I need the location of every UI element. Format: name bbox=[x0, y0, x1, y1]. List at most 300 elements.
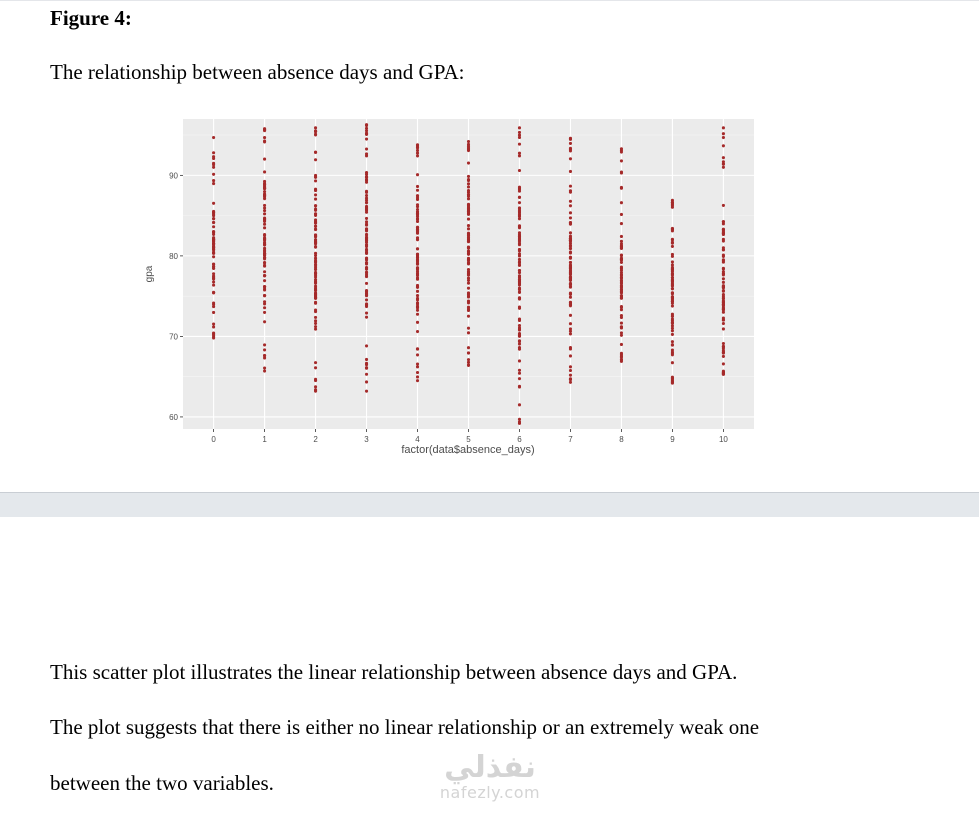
data-point bbox=[314, 126, 317, 129]
data-point bbox=[212, 255, 215, 258]
data-point bbox=[620, 222, 623, 225]
data-point bbox=[263, 170, 266, 173]
data-point bbox=[263, 254, 266, 257]
data-point bbox=[212, 303, 215, 306]
data-point bbox=[518, 274, 521, 277]
data-point bbox=[518, 217, 521, 220]
data-point bbox=[467, 145, 470, 148]
data-point bbox=[467, 259, 470, 262]
data-point bbox=[671, 304, 674, 307]
data-point bbox=[416, 371, 419, 374]
data-point bbox=[620, 170, 623, 173]
data-point bbox=[416, 306, 419, 309]
data-point bbox=[569, 377, 572, 380]
data-point bbox=[212, 233, 215, 236]
data-point bbox=[314, 259, 317, 262]
data-point bbox=[569, 322, 572, 325]
data-point bbox=[467, 162, 470, 165]
data-point bbox=[365, 124, 368, 127]
data-point bbox=[212, 311, 215, 314]
data-point bbox=[722, 144, 725, 147]
data-point bbox=[416, 363, 419, 366]
data-point bbox=[518, 126, 521, 129]
data-point bbox=[365, 258, 368, 261]
data-point bbox=[569, 137, 572, 140]
data-point bbox=[365, 207, 368, 210]
data-point bbox=[212, 217, 215, 220]
data-point bbox=[212, 280, 215, 283]
data-point bbox=[263, 238, 266, 241]
data-point bbox=[620, 253, 623, 256]
data-point bbox=[467, 140, 470, 143]
data-point bbox=[569, 314, 572, 317]
data-point bbox=[518, 201, 521, 204]
data-point bbox=[671, 274, 674, 277]
data-point bbox=[263, 186, 266, 189]
data-point bbox=[518, 238, 521, 241]
data-point bbox=[518, 346, 521, 349]
x-axis-label: factor(data$absence_days) bbox=[401, 444, 535, 456]
data-point bbox=[314, 225, 317, 228]
data-point bbox=[314, 242, 317, 245]
data-point bbox=[518, 298, 521, 301]
data-point bbox=[518, 333, 521, 336]
data-point bbox=[314, 388, 317, 391]
data-point bbox=[518, 152, 521, 155]
data-point bbox=[314, 204, 317, 207]
data-point bbox=[518, 418, 521, 421]
x-tick-label: 8 bbox=[619, 435, 624, 444]
data-point bbox=[212, 249, 215, 252]
data-point bbox=[365, 252, 368, 255]
data-point bbox=[722, 342, 725, 345]
data-point bbox=[620, 358, 623, 361]
data-point bbox=[467, 218, 470, 221]
data-point bbox=[467, 352, 470, 355]
data-point bbox=[212, 163, 215, 166]
data-point bbox=[416, 375, 419, 378]
data-point bbox=[416, 247, 419, 250]
data-point bbox=[518, 131, 521, 134]
data-point bbox=[365, 390, 368, 393]
data-point bbox=[569, 204, 572, 207]
data-point bbox=[569, 216, 572, 219]
data-point bbox=[263, 217, 266, 220]
figure-heading: Figure 4: bbox=[50, 6, 132, 30]
data-point bbox=[518, 269, 521, 272]
data-point bbox=[671, 340, 674, 343]
data-point bbox=[722, 248, 725, 251]
data-point bbox=[518, 224, 521, 227]
data-point bbox=[569, 354, 572, 357]
data-point bbox=[365, 316, 368, 319]
data-point bbox=[212, 157, 215, 160]
data-point bbox=[314, 328, 317, 331]
data-point bbox=[620, 290, 623, 293]
data-point bbox=[365, 234, 368, 237]
data-point bbox=[212, 211, 215, 214]
page-break-gap bbox=[0, 492, 979, 518]
y-tick-label: 60 bbox=[169, 412, 178, 422]
data-point bbox=[365, 229, 368, 232]
data-point bbox=[722, 362, 725, 365]
data-point bbox=[263, 140, 266, 143]
data-point bbox=[620, 246, 623, 249]
data-point bbox=[314, 322, 317, 325]
data-point bbox=[212, 179, 215, 182]
data-point bbox=[518, 169, 521, 172]
data-point bbox=[671, 380, 674, 383]
data-point bbox=[722, 322, 725, 325]
data-point bbox=[263, 348, 266, 351]
data-point bbox=[365, 223, 368, 226]
data-point bbox=[467, 240, 470, 243]
data-point bbox=[365, 344, 368, 347]
data-point bbox=[314, 310, 317, 313]
data-point bbox=[314, 129, 317, 132]
data-point bbox=[416, 330, 419, 333]
data-point bbox=[467, 295, 470, 298]
data-point bbox=[467, 268, 470, 271]
data-point bbox=[620, 352, 623, 355]
data-point bbox=[620, 308, 623, 311]
data-point bbox=[212, 272, 215, 275]
data-point bbox=[314, 198, 317, 201]
data-point bbox=[518, 231, 521, 234]
data-point bbox=[365, 358, 368, 361]
data-point bbox=[365, 239, 368, 242]
data-point bbox=[518, 134, 521, 137]
paragraph-line-1: This scatter plot illustrates the linear relationship between absence days and GPA. bbox=[50, 660, 738, 684]
data-point bbox=[467, 293, 470, 296]
data-point bbox=[365, 245, 368, 248]
data-point bbox=[569, 374, 572, 377]
data-point bbox=[365, 261, 368, 264]
data-point bbox=[620, 235, 623, 238]
data-point bbox=[314, 218, 317, 221]
data-point bbox=[671, 287, 674, 290]
data-point bbox=[314, 316, 317, 319]
x-tick-label: 7 bbox=[568, 435, 573, 444]
data-point bbox=[314, 208, 317, 211]
data-point bbox=[416, 226, 419, 229]
data-point bbox=[620, 261, 623, 264]
data-point bbox=[263, 233, 266, 236]
data-point bbox=[263, 204, 266, 207]
data-point bbox=[212, 151, 215, 154]
data-point bbox=[569, 231, 572, 234]
data-point bbox=[518, 283, 521, 286]
paragraph-line-3: between the two variables. bbox=[50, 771, 274, 795]
data-point bbox=[212, 221, 215, 224]
y-tick-label: 70 bbox=[169, 332, 178, 342]
data-point bbox=[263, 294, 266, 297]
data-point bbox=[671, 242, 674, 245]
data-point bbox=[314, 245, 317, 248]
data-point bbox=[416, 154, 419, 157]
data-point bbox=[416, 185, 419, 188]
data-point bbox=[671, 317, 674, 320]
data-point bbox=[416, 313, 419, 316]
data-point bbox=[569, 286, 572, 289]
data-point bbox=[263, 223, 266, 226]
data-point bbox=[263, 369, 266, 372]
data-point bbox=[722, 345, 725, 348]
data-point bbox=[212, 322, 215, 325]
data-point bbox=[212, 284, 215, 287]
data-point bbox=[569, 272, 572, 275]
data-point bbox=[314, 294, 317, 297]
data-point bbox=[314, 271, 317, 274]
data-point bbox=[518, 369, 521, 372]
data-point bbox=[212, 277, 215, 280]
data-point bbox=[569, 264, 572, 267]
data-point bbox=[416, 220, 419, 223]
data-point bbox=[722, 293, 725, 296]
data-point bbox=[314, 268, 317, 271]
data-point bbox=[518, 254, 521, 257]
data-point bbox=[416, 173, 419, 176]
data-point bbox=[365, 268, 368, 271]
data-point bbox=[365, 373, 368, 376]
data-point bbox=[365, 312, 368, 315]
data-point bbox=[620, 242, 623, 245]
figure-caption: The relationship between absence days and GPA: bbox=[50, 60, 465, 84]
data-point bbox=[314, 193, 317, 196]
data-point bbox=[722, 267, 725, 270]
data-point bbox=[569, 365, 572, 368]
data-point bbox=[212, 182, 215, 185]
data-point bbox=[671, 260, 674, 263]
data-point bbox=[263, 264, 266, 267]
data-point bbox=[722, 222, 725, 225]
data-point bbox=[212, 136, 215, 139]
data-point bbox=[263, 274, 266, 277]
data-point bbox=[416, 290, 419, 293]
data-point bbox=[467, 227, 470, 230]
data-point bbox=[263, 212, 266, 215]
data-point bbox=[518, 249, 521, 252]
data-point bbox=[263, 183, 266, 186]
data-point bbox=[314, 378, 317, 381]
data-point bbox=[467, 315, 470, 318]
data-point bbox=[620, 343, 623, 346]
data-point bbox=[314, 366, 317, 369]
data-point bbox=[314, 189, 317, 192]
data-point bbox=[365, 191, 368, 194]
data-point bbox=[263, 247, 266, 250]
data-point bbox=[671, 245, 674, 248]
data-point bbox=[620, 201, 623, 204]
data-point bbox=[467, 234, 470, 237]
scatter-plot-svg bbox=[138, 112, 758, 460]
data-point bbox=[620, 322, 623, 325]
data-point bbox=[416, 284, 419, 287]
data-point bbox=[416, 268, 419, 271]
data-point bbox=[263, 194, 266, 197]
data-point bbox=[518, 340, 521, 343]
data-point bbox=[467, 182, 470, 185]
data-point bbox=[620, 213, 623, 216]
data-point bbox=[212, 173, 215, 176]
data-point bbox=[518, 324, 521, 327]
data-point bbox=[569, 200, 572, 203]
data-point bbox=[365, 129, 368, 132]
x-tick-label: 4 bbox=[415, 435, 420, 444]
data-point bbox=[722, 352, 725, 355]
data-point bbox=[314, 280, 317, 283]
data-point bbox=[671, 279, 674, 282]
scatter-plot-figure bbox=[138, 112, 758, 460]
data-point bbox=[569, 327, 572, 330]
data-point bbox=[314, 286, 317, 289]
data-point bbox=[722, 349, 725, 352]
data-point bbox=[365, 362, 368, 365]
data-point bbox=[620, 296, 623, 299]
data-point bbox=[518, 234, 521, 237]
data-point bbox=[722, 136, 725, 139]
data-point bbox=[569, 189, 572, 192]
data-point bbox=[263, 288, 266, 291]
data-point bbox=[365, 154, 368, 157]
data-point bbox=[671, 313, 674, 316]
data-point bbox=[365, 217, 368, 220]
data-point bbox=[722, 238, 725, 241]
data-point bbox=[416, 353, 419, 356]
data-point bbox=[314, 212, 317, 215]
data-point bbox=[518, 186, 521, 189]
data-point bbox=[263, 366, 266, 369]
data-point bbox=[416, 294, 419, 297]
data-point bbox=[212, 214, 215, 217]
data-point bbox=[671, 321, 674, 324]
data-point bbox=[722, 281, 725, 284]
data-point bbox=[569, 157, 572, 160]
data-point bbox=[722, 277, 725, 280]
data-point bbox=[671, 229, 674, 232]
data-point bbox=[467, 301, 470, 304]
data-point bbox=[212, 243, 215, 246]
data-point bbox=[620, 257, 623, 260]
x-tick-label: 0 bbox=[211, 435, 216, 444]
data-point bbox=[671, 333, 674, 336]
data-point bbox=[365, 211, 368, 214]
data-point bbox=[263, 306, 266, 309]
data-point bbox=[263, 226, 266, 229]
data-point bbox=[671, 348, 674, 351]
data-point bbox=[569, 170, 572, 173]
data-point bbox=[620, 186, 623, 189]
data-point bbox=[365, 197, 368, 200]
x-tick-label: 3 bbox=[364, 435, 369, 444]
data-point bbox=[722, 160, 725, 163]
data-point bbox=[569, 261, 572, 264]
data-point bbox=[467, 277, 470, 280]
data-point bbox=[365, 293, 368, 296]
data-point bbox=[314, 221, 317, 224]
data-point bbox=[263, 311, 266, 314]
data-point bbox=[263, 190, 266, 193]
data-point bbox=[569, 149, 572, 152]
data-point bbox=[467, 175, 470, 178]
data-point bbox=[467, 204, 470, 207]
data-point bbox=[416, 238, 419, 241]
data-point bbox=[365, 275, 368, 278]
data-point bbox=[314, 264, 317, 267]
data-point bbox=[365, 366, 368, 369]
data-point bbox=[263, 354, 266, 357]
x-tick-label: 10 bbox=[718, 435, 728, 444]
data-point bbox=[212, 230, 215, 233]
data-point bbox=[416, 254, 419, 257]
data-point bbox=[671, 329, 674, 332]
data-point bbox=[569, 245, 572, 248]
data-point bbox=[569, 381, 572, 384]
watermark-arabic: نفذلي bbox=[444, 750, 536, 785]
data-point bbox=[416, 149, 419, 152]
data-point bbox=[671, 361, 674, 364]
data-point bbox=[467, 185, 470, 188]
data-point bbox=[212, 225, 215, 228]
data-point bbox=[722, 371, 725, 374]
data-point bbox=[263, 197, 266, 200]
data-point bbox=[620, 314, 623, 317]
data-point bbox=[722, 126, 725, 129]
data-point bbox=[671, 255, 674, 258]
data-point bbox=[569, 239, 572, 242]
data-point bbox=[263, 158, 266, 161]
data-point bbox=[722, 231, 725, 234]
data-point bbox=[518, 263, 521, 266]
data-point bbox=[518, 307, 521, 310]
data-point bbox=[671, 238, 674, 241]
data-point bbox=[722, 299, 725, 302]
x-tick-label: 1 bbox=[262, 435, 267, 444]
data-point bbox=[365, 201, 368, 204]
data-point bbox=[263, 207, 266, 210]
x-tick-label: 2 bbox=[313, 435, 318, 444]
data-point bbox=[467, 287, 470, 290]
data-point bbox=[365, 380, 368, 383]
data-point bbox=[467, 327, 470, 330]
data-point bbox=[569, 142, 572, 145]
data-point bbox=[722, 259, 725, 262]
data-point bbox=[314, 274, 317, 277]
data-point bbox=[365, 176, 368, 179]
data-point bbox=[314, 252, 317, 255]
data-point bbox=[620, 276, 623, 279]
data-point bbox=[416, 210, 419, 213]
data-point bbox=[212, 202, 215, 205]
data-point bbox=[569, 185, 572, 188]
data-point bbox=[416, 276, 419, 279]
data-point bbox=[518, 318, 521, 321]
data-point bbox=[620, 266, 623, 269]
data-point bbox=[620, 159, 623, 162]
data-point bbox=[314, 158, 317, 161]
data-point bbox=[569, 282, 572, 285]
data-point bbox=[416, 189, 419, 192]
data-point bbox=[671, 292, 674, 295]
data-point bbox=[365, 282, 368, 285]
data-point bbox=[467, 252, 470, 255]
data-point bbox=[212, 252, 215, 255]
data-point bbox=[467, 193, 470, 196]
data-point bbox=[722, 156, 725, 159]
data-point bbox=[212, 325, 215, 328]
data-point bbox=[467, 358, 470, 361]
data-point bbox=[518, 403, 521, 406]
